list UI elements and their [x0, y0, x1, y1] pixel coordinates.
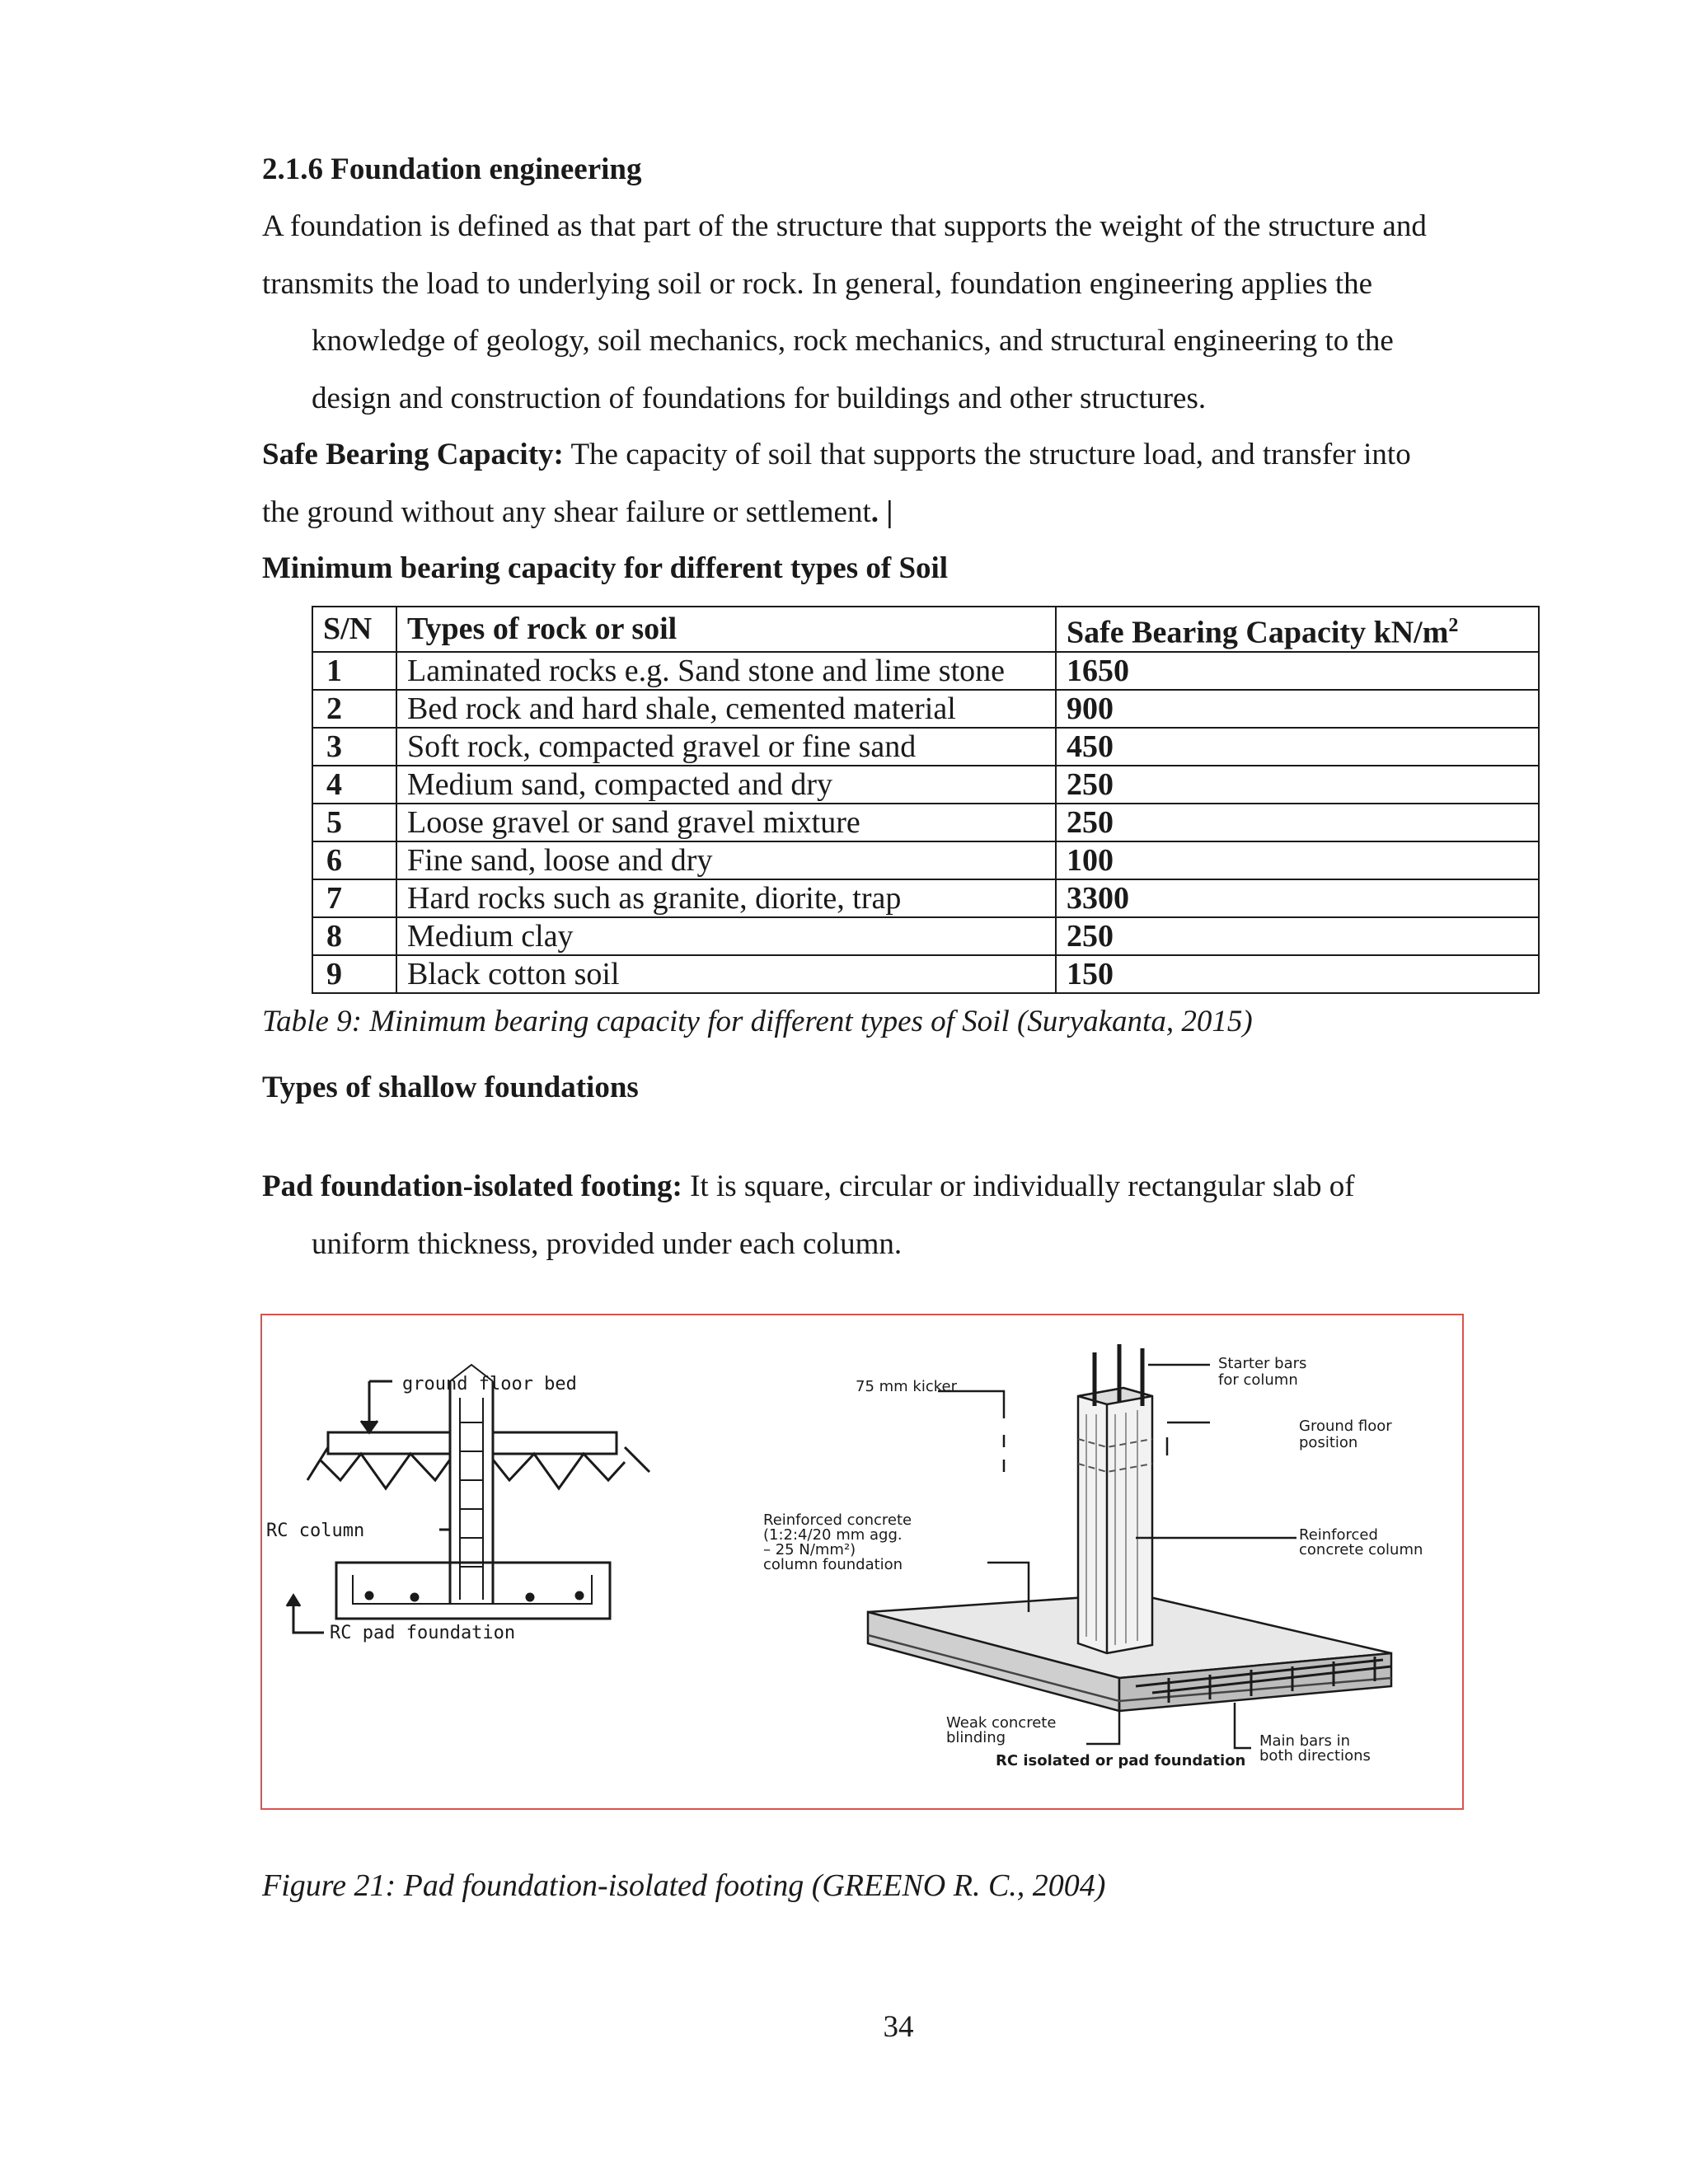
label-starter-bars: for column — [1218, 1371, 1298, 1389]
pad-foundation-paragraph — [262, 1158, 1548, 1272]
cell-capacity: 900 — [1056, 690, 1539, 728]
sbc-end: . | — [870, 494, 893, 529]
cell-sn: 9 — [312, 955, 396, 993]
cell-capacity: 100 — [1056, 841, 1539, 879]
cell-sn: 1 — [312, 652, 396, 690]
cell-capacity: 150 — [1056, 955, 1539, 993]
header-capacity — [1056, 607, 1539, 652]
table-row — [312, 652, 1539, 690]
label-reinforced-concrete: (1:2:4/20 mm agg. — [763, 1526, 903, 1544]
section-drawing — [287, 1365, 649, 1633]
cell-type: Black cotton soil — [396, 955, 1056, 993]
label-reinforced-concrete: Reinforced concrete — [763, 1511, 912, 1529]
shallow-foundations-title: Types of shallow foundations — [262, 1071, 639, 1104]
cell-type: Bed rock and hard shale, cemented material — [396, 690, 1056, 728]
cell-capacity: 250 — [1056, 804, 1539, 841]
cell-type: Soft rock, compacted gravel or fine sand — [396, 728, 1056, 766]
label-rc-column-right: Reinforced — [1299, 1526, 1378, 1544]
pad-foundation-diagram — [262, 1315, 1462, 1808]
cell-sn: 5 — [312, 804, 396, 841]
label-weak-concrete: blinding — [946, 1729, 1006, 1746]
sbc-term: Safe Bearing Capacity: — [262, 438, 564, 471]
table-title: Minimum bearing capacity for different types of Soil — [262, 551, 949, 585]
cell-type: Fine sand, loose and dry — [396, 841, 1056, 879]
cell-type: Hard rocks such as granite, diorite, trap — [396, 879, 1056, 917]
header-sn: S/N — [312, 607, 396, 652]
label-figure-subtitle: RC isolated or pad foundation — [996, 1752, 1246, 1769]
page-number: 34 — [883, 2010, 914, 2044]
cell-type: Medium clay — [396, 917, 1056, 955]
label-ground-floor: position — [1299, 1434, 1358, 1451]
cell-capacity: 250 — [1056, 917, 1539, 955]
label-weak-concrete: Weak concrete — [946, 1714, 1057, 1732]
cell-capacity: 1650 — [1056, 652, 1539, 690]
figure-caption: Figure 21: Pad foundation-isolated footing (GREENO R. C., 2004) — [262, 1868, 1106, 1903]
section-heading: 2.1.6 Foundation engineering — [262, 152, 642, 186]
label-starter-bars: Starter bars — [1218, 1355, 1307, 1372]
sbc-text: the ground without any shear failure or settlement — [262, 494, 871, 529]
table-row — [312, 841, 1539, 879]
header-capacity-label: Safe Bearing Capacity kN/m — [1067, 615, 1449, 650]
table-row — [312, 804, 1539, 841]
table-row — [312, 766, 1539, 804]
cell-capacity: 3300 — [1056, 879, 1539, 917]
label-kicker: 75 mm kicker — [856, 1378, 957, 1395]
label-reinforced-concrete: – 25 N/mm²) — [763, 1541, 856, 1558]
table-row — [312, 728, 1539, 766]
label-main-bars: both directions — [1259, 1747, 1371, 1765]
pad-line: uniform thickness, provided under each column. — [312, 1226, 903, 1261]
label-ground-floor: Ground floor — [1299, 1418, 1392, 1435]
pad-line — [262, 1158, 1548, 1216]
label-main-bars: Main bars in — [1259, 1732, 1351, 1750]
pad-text: It is square, circular or individually rectangular slab of — [682, 1169, 1355, 1203]
label-rc-column: RC column — [266, 1521, 365, 1541]
table-row — [312, 917, 1539, 955]
header-type: Types of rock or soil — [396, 607, 1056, 652]
cell-sn: 4 — [312, 766, 396, 804]
table-caption: Table 9: Minimum bearing capacity for different types of Soil (Suryakanta, 2015) — [262, 1005, 1253, 1038]
sbc-text: The capacity of soil that supports the structure load, and transfer into — [563, 438, 1411, 471]
intro-line: transmits the load to underlying soil or rock. In general, foundation engineering applies the — [262, 266, 1373, 301]
cell-capacity: 450 — [1056, 728, 1539, 766]
table-row — [312, 879, 1539, 917]
sbc-paragraph — [262, 426, 1548, 541]
label-reinforced-concrete: column foundation — [763, 1556, 903, 1573]
pad-term: Pad foundation-isolated footing: — [262, 1169, 682, 1203]
sbc-line — [262, 426, 1548, 484]
label-rc-column-right: concrete column — [1299, 1541, 1423, 1558]
bearing-capacity-table — [312, 606, 1540, 994]
intro-line: A foundation is defined as that part of the structure that supports the weight of the structure and — [262, 209, 1427, 243]
sbc-line — [262, 484, 1548, 541]
cell-sn: 2 — [312, 690, 396, 728]
pad-foundation-figure — [260, 1314, 1464, 1810]
cell-sn: 3 — [312, 728, 396, 766]
intro-paragraph — [262, 198, 1548, 427]
header-capacity-sup: 2 — [1448, 615, 1459, 636]
cell-sn: 8 — [312, 917, 396, 955]
cell-sn: 6 — [312, 841, 396, 879]
intro-line: design and construction of foundations for buildings and other structures. — [312, 381, 1207, 415]
cell-type: Medium sand, compacted and dry — [396, 766, 1056, 804]
label-ground-floor-bed: ground floor bed — [402, 1374, 577, 1394]
cell-capacity: 250 — [1056, 766, 1539, 804]
intro-line: knowledge of geology, soil mechanics, rock mechanics, and structural engineering to the — [312, 324, 1394, 358]
cell-sn: 7 — [312, 879, 396, 917]
cell-type: Loose gravel or sand gravel mixture — [396, 804, 1056, 841]
label-rc-pad-foundation: RC pad foundation — [330, 1623, 516, 1643]
cell-type: Laminated rocks e.g. Sand stone and lime stone — [396, 652, 1056, 690]
table-header-row — [312, 607, 1539, 652]
table-row — [312, 955, 1539, 993]
table-row — [312, 690, 1539, 728]
